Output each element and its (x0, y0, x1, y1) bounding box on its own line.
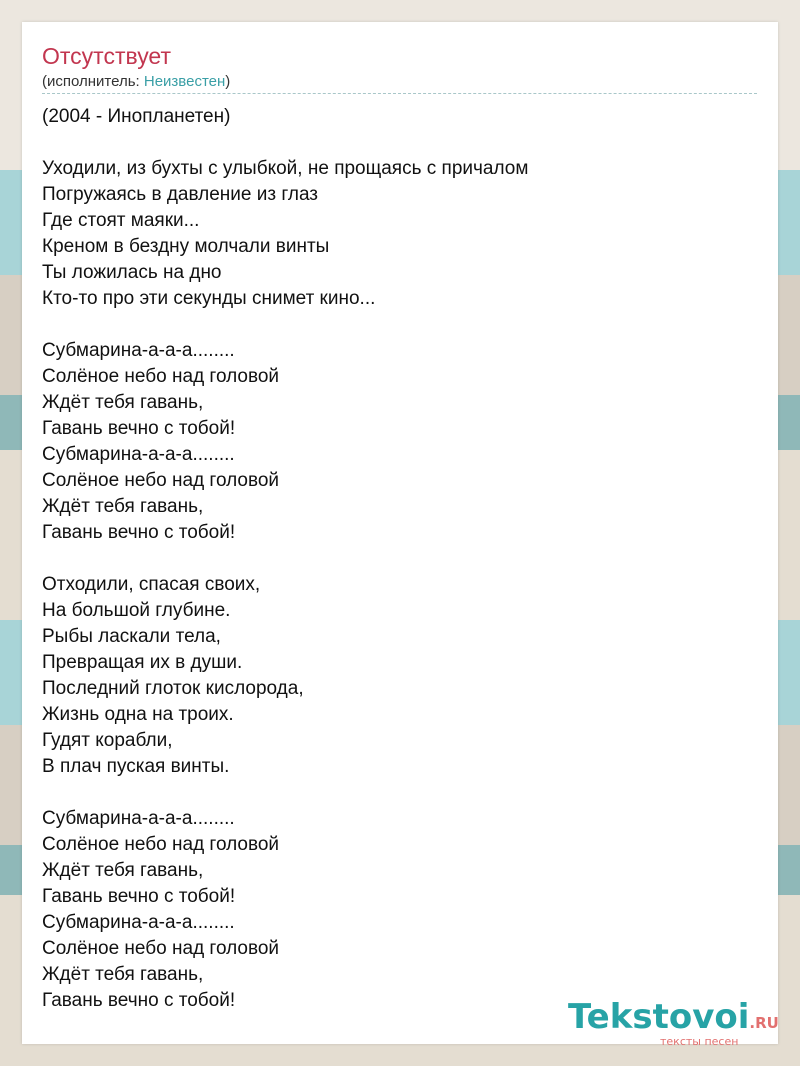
lyrics-line: Креном в бездну молчали винты (42, 236, 330, 257)
lyrics-line: Солёное небо над головой (42, 938, 280, 959)
site-logo[interactable] (568, 997, 779, 1048)
logo-tld: .RU (749, 1014, 779, 1032)
lyrics-line: Погружаясь в давление из глаз (42, 184, 319, 205)
lyrics-blank-line (42, 546, 528, 572)
lyrics-blank-line (42, 780, 528, 806)
lyrics-line: На большой глубине. (42, 600, 231, 621)
lyrics-line: Гавань вечно с тобой! (42, 886, 236, 907)
lyrics-line: (2004 - Инопланетен) (42, 106, 231, 127)
lyrics-line: Гавань вечно с тобой! (42, 990, 236, 1011)
logo-tagline: тексты песен (660, 1035, 739, 1048)
song-title: Отсутствует (42, 43, 171, 69)
artist-prefix: (исполнитель: (42, 73, 144, 90)
lyrics-line: Отходили, спасая своих, (42, 574, 261, 595)
lyrics-line: В плач пуская винты. (42, 756, 230, 777)
lyrics-line: Уходили, из бухты с улыбкой, не прощаясь с причалом (42, 158, 529, 179)
lyrics-line: Ждёт тебя гавань, (42, 964, 204, 985)
lyrics-text (42, 104, 528, 1014)
lyrics-line: Субмарина-а-а-а........ (42, 444, 235, 465)
lyrics-line: Кто-то про эти секунды снимет кино... (42, 288, 376, 309)
artist-line (42, 73, 230, 90)
logo-text: Tekstovoi (568, 997, 750, 1037)
artist-suffix: ) (225, 73, 231, 90)
lyrics-line: Субмарина-а-а-а........ (42, 912, 235, 933)
lyrics-line: Солёное небо над головой (42, 834, 280, 855)
lyrics-line: Ждёт тебя гавань, (42, 392, 204, 413)
lyrics-line: Гавань вечно с тобой! (42, 522, 236, 543)
lyrics-line: Последний глоток кислорода, (42, 678, 304, 699)
lyrics-line: Превращая их в души. (42, 652, 243, 673)
lyrics-line: Солёное небо над головой (42, 366, 280, 387)
lyrics-line: Субмарина-а-а-а........ (42, 808, 235, 829)
lyrics-line: Ждёт тебя гавань, (42, 860, 204, 881)
lyrics-line: Жизнь одна на троих. (42, 704, 234, 725)
lyrics-line: Ждёт тебя гавань, (42, 496, 204, 517)
lyrics-line: Ты ложилась на дно (42, 262, 222, 283)
lyrics-line: Солёное небо над головой (42, 470, 280, 491)
artist-link[interactable]: Неизвестен (143, 73, 226, 90)
lyrics-line: Рыбы ласкали тела, (42, 626, 221, 647)
lyrics-blank-line (42, 130, 528, 156)
lyrics-card (22, 22, 779, 1048)
title-divider (42, 93, 757, 94)
lyrics-line: Гавань вечно с тобой! (42, 418, 236, 439)
lyrics-line: Где стоят маяки... (42, 210, 200, 231)
lyrics-line: Субмарина-а-а-а........ (42, 340, 235, 361)
lyrics-line: Гудят корабли, (42, 730, 173, 751)
lyrics-blank-line (42, 312, 528, 338)
